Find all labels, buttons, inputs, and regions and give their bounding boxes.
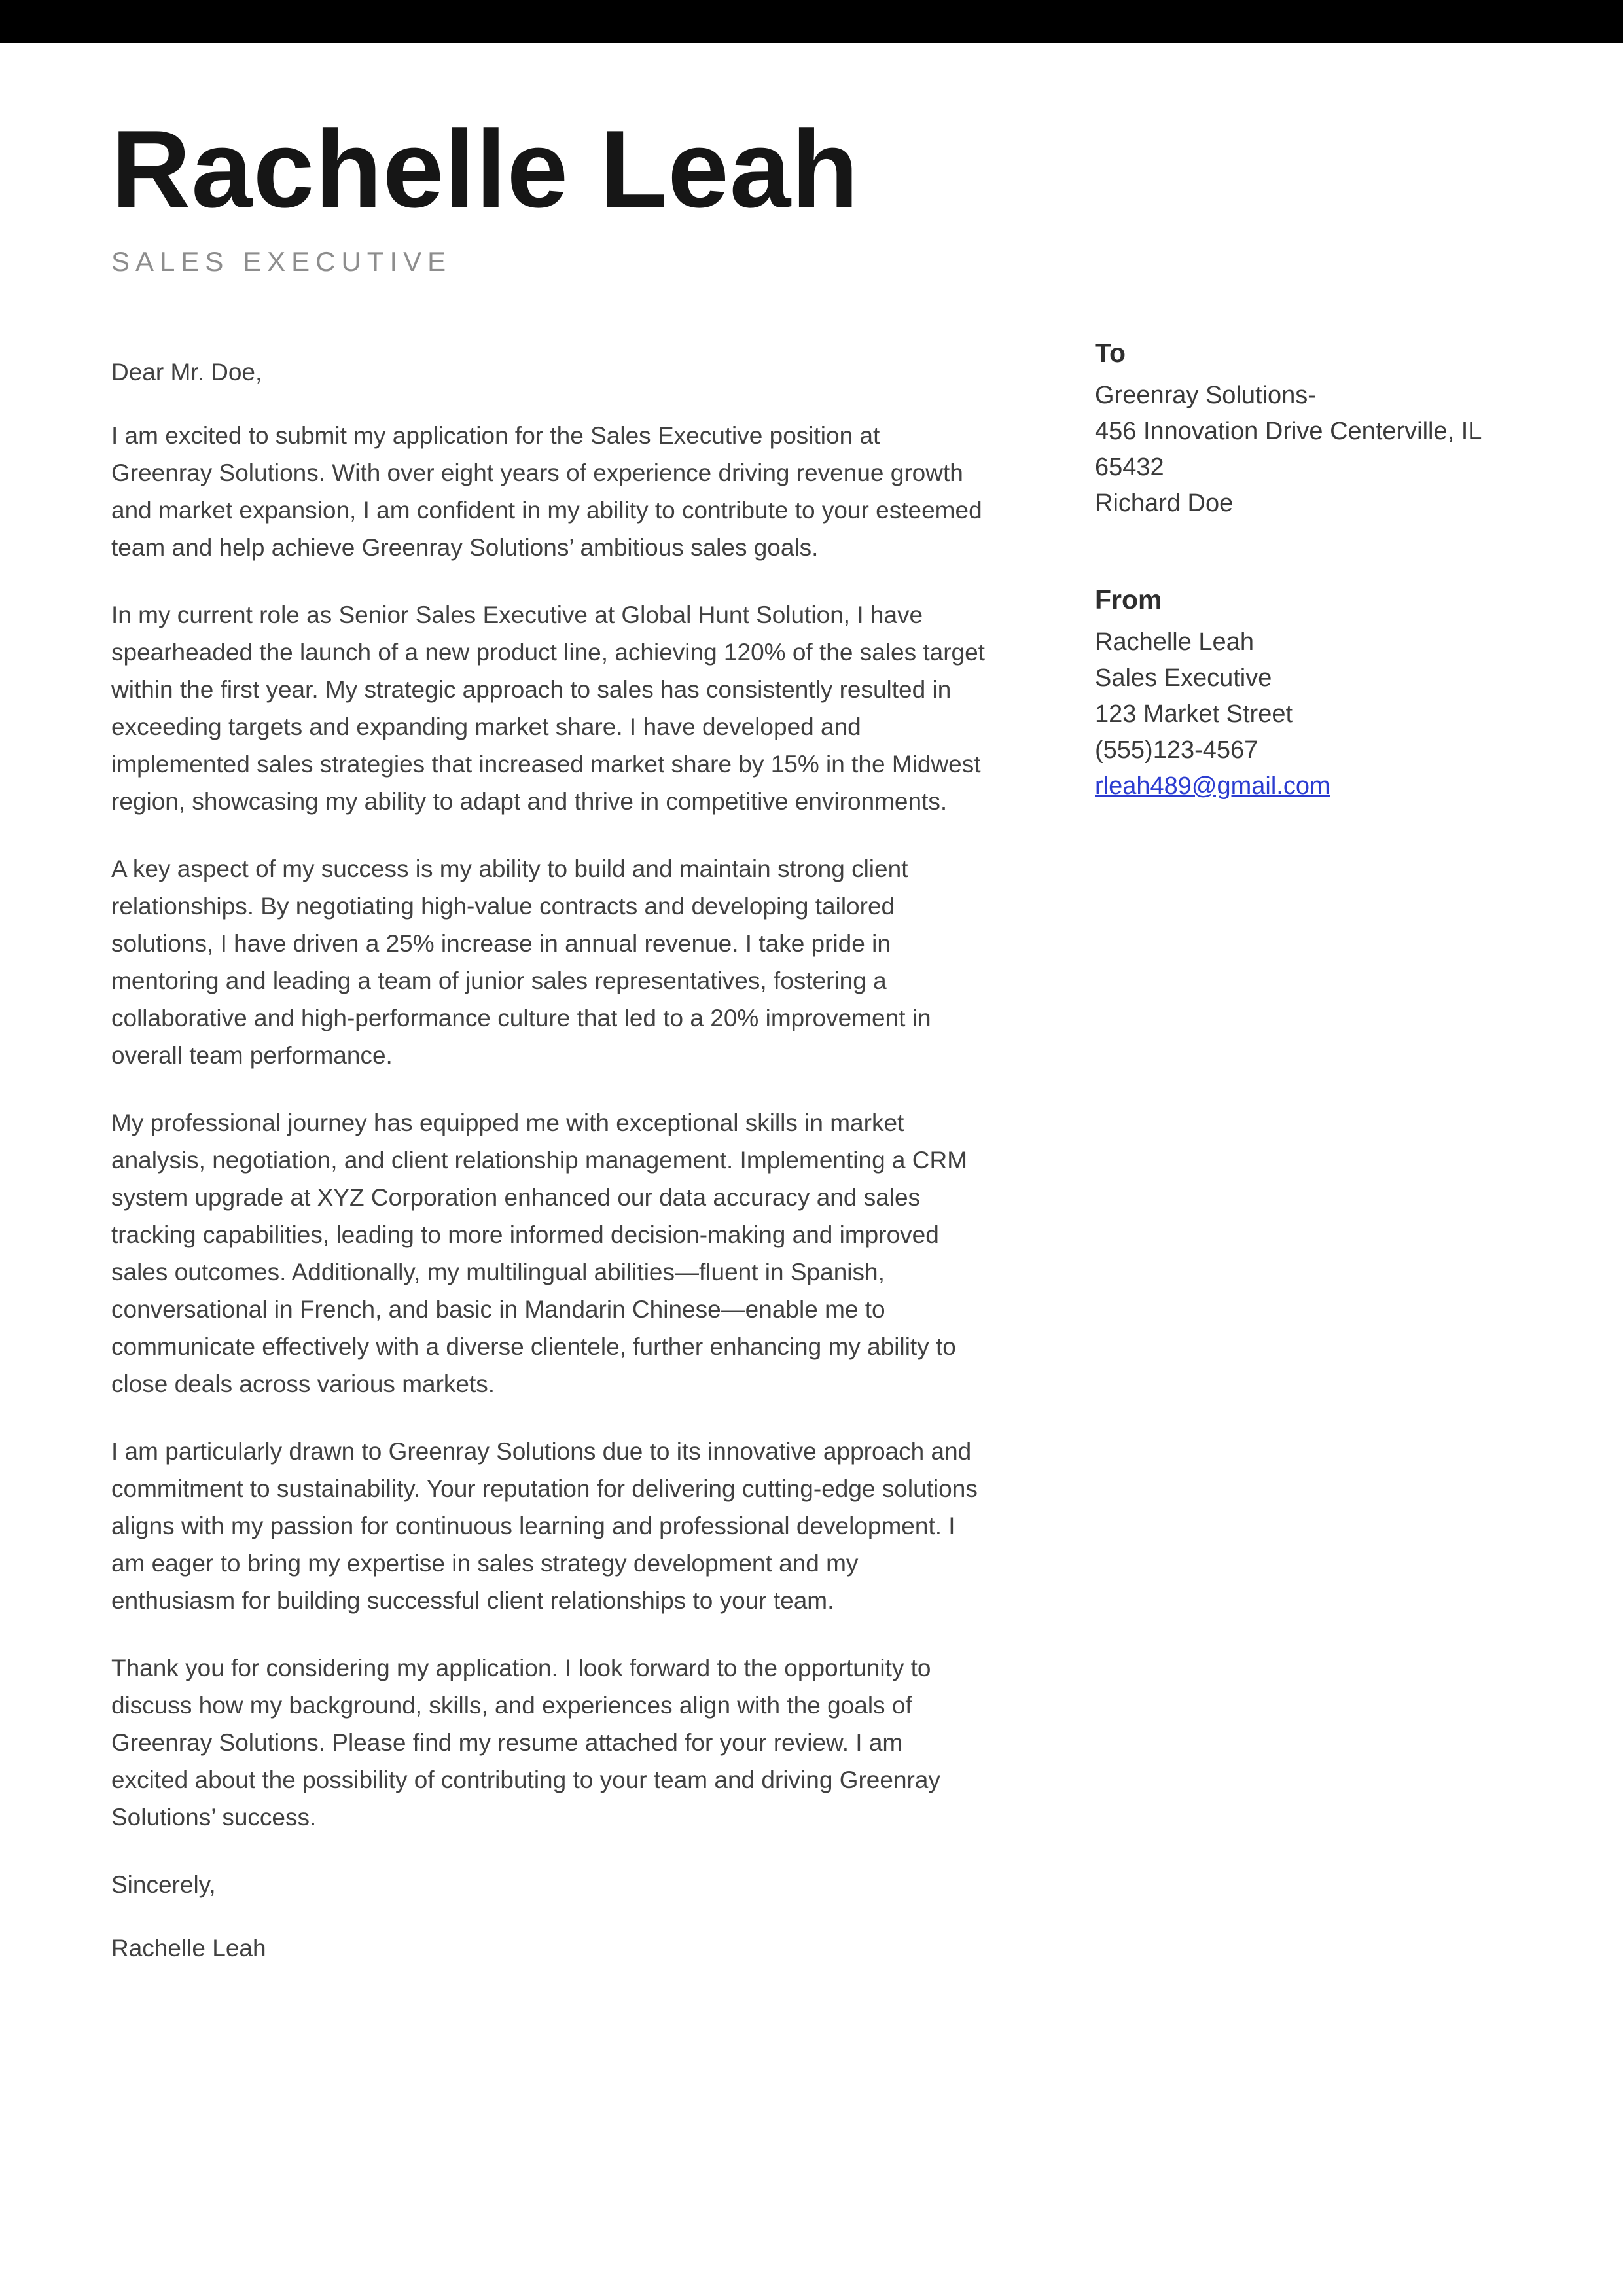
sender-address: 123 Market Street	[1095, 700, 1293, 728]
letter-body	[111, 338, 985, 1997]
candidate-title: SALES EXECUTIVE	[111, 246, 452, 278]
letter-paragraph: A key aspect of my success is my ability to build and maintain strong client relationships. By negotiating high-value contracts and developing tailored solutions, I have driven a 25% increase in annual revenue. I take pride in mentoring and leading a team of junior sales representatives, fostering a collaborative and high-performance culture that led to a 20% improvement in overall team performance.	[111, 855, 931, 1069]
recipient-company: Greenray Solutions-	[1095, 382, 1316, 410]
letter-salutation: Dear Mr. Doe,	[111, 359, 262, 386]
candidate-name: Rachelle Leah	[111, 107, 859, 230]
top-accent-bar	[0, 0, 1623, 43]
recipient-address: 456 Innovation Drive Centerville, IL 65432	[1095, 418, 1482, 482]
letter-paragraph: In my current role as Senior Sales Executive at Global Hunt Solution, I have spearheaded the launch of a new product line, achieving 120% of the sales target within the first year. My strategic approach to sales has consistently resulted in exceeding targets and expanding market share. I have developed and implemented sales strategies that increased market share by 15% in the Midwest region, showcasing my ability to adapt and thrive in competitive environments.	[111, 601, 985, 816]
letter-paragraph: I am particularly drawn to Greenray Solutions due to its innovative approach and commitment to sustainability. Your reputation for delivering cutting-edge solutions aligns with my passion for continuous learning and professional development. I am eager to bring my expertise in sales strategy development and my enthusiasm for building successful client relationships to your team.	[111, 1438, 978, 1615]
page-content	[111, 338, 1623, 1997]
contact-sidebar	[1095, 338, 1546, 804]
letter-paragraph: Thank you for considering my application. I look forward to the opportunity to discuss how my background, skills, and experiences align with the goals of Greenray Solutions. Please find my resume attached for your review. I am excited about the possibility of contributing to your team and driving Greenray Solutions’ success.	[111, 1655, 940, 1831]
sender-block	[1095, 584, 1546, 804]
recipient-block	[1095, 338, 1546, 522]
sender-label: From	[1095, 584, 1162, 615]
letter-closing: Sincerely,	[111, 1871, 216, 1899]
recipient-label: To	[1095, 338, 1126, 368]
sender-title: Sales Executive	[1095, 664, 1272, 692]
recipient-name: Richard Doe	[1095, 490, 1234, 518]
letter-signature: Rachelle Leah	[111, 1935, 266, 1962]
sender-name: Rachelle Leah	[1095, 628, 1254, 656]
letter-paragraph: I am excited to submit my application for the Sales Executive position at Greenray Solutions. With over eight years of experience driving revenue growth and market expansion, I am confident in my ability to contribute to your esteemed team and help achieve Greenray Solutions’ ambitious sales goals.	[111, 422, 982, 562]
page-header	[111, 107, 1512, 278]
letter-paragraph: My professional journey has equipped me with exceptional skills in market analysis, negotiation, and client relationship management. Implementing a CRM system upgrade at XYZ Corporation enhanced our data accuracy and sales tracking capabilities, leading to more informed decision-making and improved sales outcomes. Additionally, my multilingual abilities—fluent in Spanish, conversational in French, and basic in Mandarin Chinese—enable me to communicate effectively with a diverse clientele, further enhancing my ability to close deals across various markets.	[111, 1109, 968, 1398]
sender-phone: (555)123-4567	[1095, 736, 1258, 764]
sender-email-link[interactable]: rleah489@gmail.com	[1095, 772, 1330, 800]
